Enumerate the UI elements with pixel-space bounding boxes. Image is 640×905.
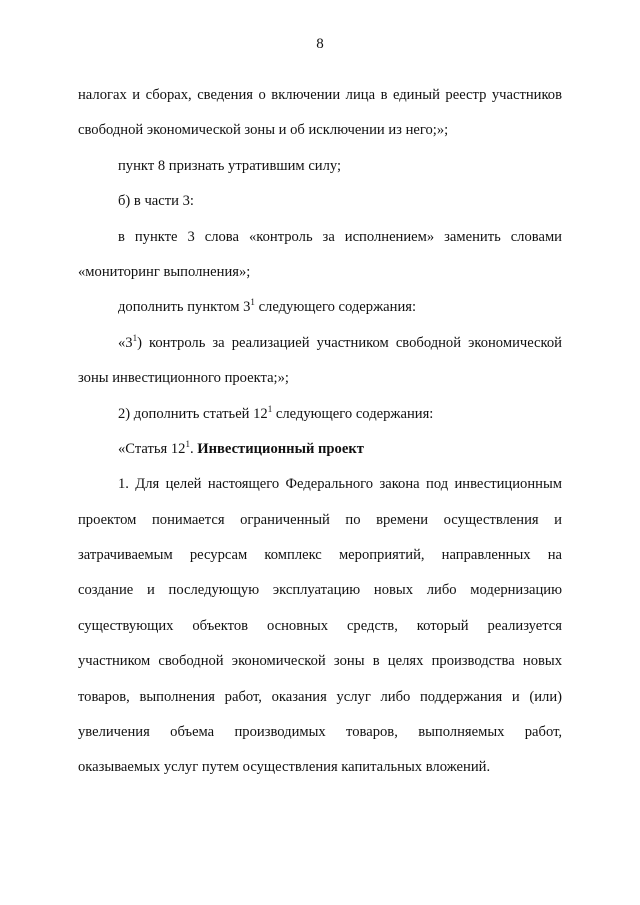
text-line: зоны инвестиционного проекта;»; [78, 370, 289, 387]
text-line: свободной экономической зоны и об исключении из него;»; [78, 122, 449, 139]
article-heading [78, 432, 562, 467]
text-line: создание и последующую эксплуатацию новых либо модернизацию [78, 582, 562, 599]
text-line: оказываемых услуг путем осуществления капитальных вложений. [78, 759, 491, 776]
text-fragment: 2) дополнить статьей 12 [118, 405, 268, 422]
text-line: существующих объектов основных средств, который реализуется [78, 617, 562, 634]
text-fragment: дополнить пунктом 3 [118, 299, 251, 316]
text-line: увеличения объема производимых товаров, выполняемых работ, [78, 724, 562, 741]
superscript: 1 [185, 438, 190, 449]
text-fragment: следующего содержания: [254, 299, 417, 316]
text-fragment: ) контроль за реализацией участником свободной экономической [137, 334, 562, 351]
document-body [78, 78, 562, 786]
text-line: 1. Для целей настоящего Федерального закона под инвестиционным [118, 476, 562, 493]
text-line: «мониторинг выполнения»; [78, 263, 251, 280]
text-line: участником свободной экономической зоны в целях производства новых [78, 653, 562, 670]
text-line: затрачиваемым ресурсам комплекс мероприятий, направленных на [78, 547, 562, 564]
text-fragment: следующего содержания: [272, 405, 434, 422]
text-line [78, 326, 562, 361]
text-line: пункт 8 признать утратившим силу; [118, 157, 342, 174]
text-fragment: «3 [118, 334, 133, 351]
text-fragment [118, 326, 137, 361]
superscript: 1 [250, 297, 255, 308]
text-line: товаров, выполнения работ, оказания услуг либо поддержания и (или) [78, 688, 562, 705]
superscript: 1 [132, 332, 138, 343]
page-number: 8 [316, 36, 324, 52]
text-line [78, 397, 562, 432]
text-line: б) в части 3: [118, 193, 194, 210]
text-line [78, 290, 562, 325]
text-line: в пункте 3 слова «контроль за исполнением» заменить словами [118, 228, 562, 245]
article-title: Инвестиционный проект [197, 440, 364, 457]
text-line: налогах и сборах, сведения о включении лица в единый реестр участников [78, 87, 562, 103]
text-fragment: . [189, 440, 198, 457]
text-line: проектом понимается ограниченный по времени осуществления и [78, 511, 562, 528]
superscript: 1 [267, 403, 273, 414]
text-fragment: «Статья 12 [118, 440, 186, 457]
